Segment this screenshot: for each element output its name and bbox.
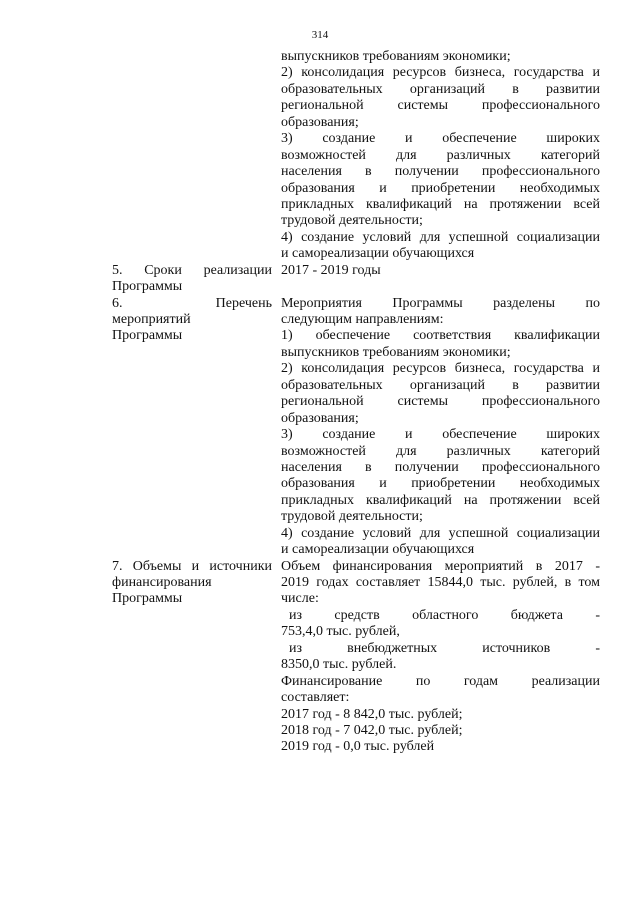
- text-line: Программы: [112, 328, 183, 344]
- text-line: образования и приобретении необходимых: [281, 476, 600, 492]
- left-cell: [112, 559, 272, 756]
- text-line: 2018 год - 7 042,0 тыс. рублей;: [281, 722, 463, 738]
- table-row: [112, 559, 600, 756]
- text-line: Объем финансирования мероприятий в 2017 -: [281, 558, 600, 574]
- text-line: Программы: [112, 591, 183, 607]
- text-line: 2019 годах составляет 15844,0 тыс. рублей, в том: [281, 575, 600, 590]
- passport-table: [112, 49, 600, 756]
- text-line: и самореализации обучающихся: [281, 246, 475, 262]
- left-cell: [112, 49, 272, 263]
- text-line: финансирования: [112, 575, 212, 590]
- text-line: 2) консолидация ресурсов бизнеса, государства и: [281, 65, 600, 81]
- text-line: возможностей для различных категорий: [281, 443, 600, 459]
- text-line: 2) консолидация ресурсов бизнеса, государства и: [281, 361, 600, 377]
- left-cell: [112, 296, 272, 559]
- text-line: из внебюджетных источников -: [289, 640, 600, 656]
- text-line: следующим направлениям:: [281, 312, 444, 327]
- text-line: трудовой деятельности;: [281, 213, 423, 229]
- text-line: населения в получении профессионального: [281, 164, 600, 180]
- text-line: Мероприятия Программы разделены по: [281, 295, 600, 311]
- text-line: Финансирование по годам реализации: [281, 673, 600, 689]
- text-line: образования;: [281, 410, 359, 426]
- text-line: Программы: [112, 279, 183, 295]
- text-line: 2017 год - 8 842,0 тыс. рублей;: [281, 706, 463, 722]
- text-line: трудовой деятельности;: [281, 509, 423, 525]
- text-line: составляет:: [281, 690, 350, 706]
- right-cell: [281, 263, 600, 296]
- text-line: прикладных квалификаций на протяжении всей: [281, 196, 600, 212]
- text-line: 7. Объемы и источники: [112, 558, 272, 574]
- left-cell: [112, 263, 272, 296]
- text-line: 6. Перечень: [112, 295, 272, 311]
- text-line: 3) создание и обеспечение широких: [281, 131, 600, 147]
- text-line: региональной системы профессионального: [281, 98, 600, 114]
- text-line: мероприятий: [112, 312, 191, 327]
- text-line: 753,4,0 тыс. рублей,: [281, 624, 400, 640]
- text-line: и самореализации обучающихся: [281, 542, 475, 558]
- text-line: региональной системы профессионального: [281, 394, 600, 410]
- text-line: числе:: [281, 591, 319, 607]
- text-line: населения в получении профессионального: [281, 459, 600, 475]
- text-line: 4) создание условий для успешной социализации: [281, 525, 600, 541]
- text-line: из средств областного бюджета -: [289, 607, 600, 623]
- text-line: прикладных квалификаций на протяжении всей: [281, 492, 600, 508]
- text-line: 2019 год - 0,0 тыс. рублей: [281, 739, 435, 755]
- text-line: выпускников требованиям экономики;: [281, 49, 511, 64]
- table-row: [112, 49, 600, 263]
- text-line: 2017 - 2019 годы: [281, 262, 381, 278]
- text-line: образовательных организаций в развитии: [281, 377, 600, 393]
- table-row: [112, 296, 600, 559]
- text-line: 3) создание и обеспечение широких: [281, 427, 600, 443]
- text-line: образовательных организаций в развитии: [281, 81, 600, 97]
- text-line: 8350,0 тыс. рублей.: [281, 657, 397, 673]
- table-row: [112, 263, 600, 296]
- text-line: 5. Сроки реализации: [112, 262, 272, 278]
- text-line: 1) обеспечение соответствия квалификации: [281, 328, 600, 344]
- right-cell: [281, 49, 600, 263]
- text-line: возможностей для различных категорий: [281, 147, 600, 163]
- right-cell: [281, 296, 600, 559]
- text-line: выпускников требованиям экономики;: [281, 344, 511, 360]
- text-line: образования и приобретении необходимых: [281, 180, 600, 196]
- right-cell: [281, 559, 600, 756]
- text-line: 4) создание условий для успешной социализации: [281, 229, 600, 245]
- text-line: образования;: [281, 114, 359, 130]
- page-number: 314: [311, 29, 329, 41]
